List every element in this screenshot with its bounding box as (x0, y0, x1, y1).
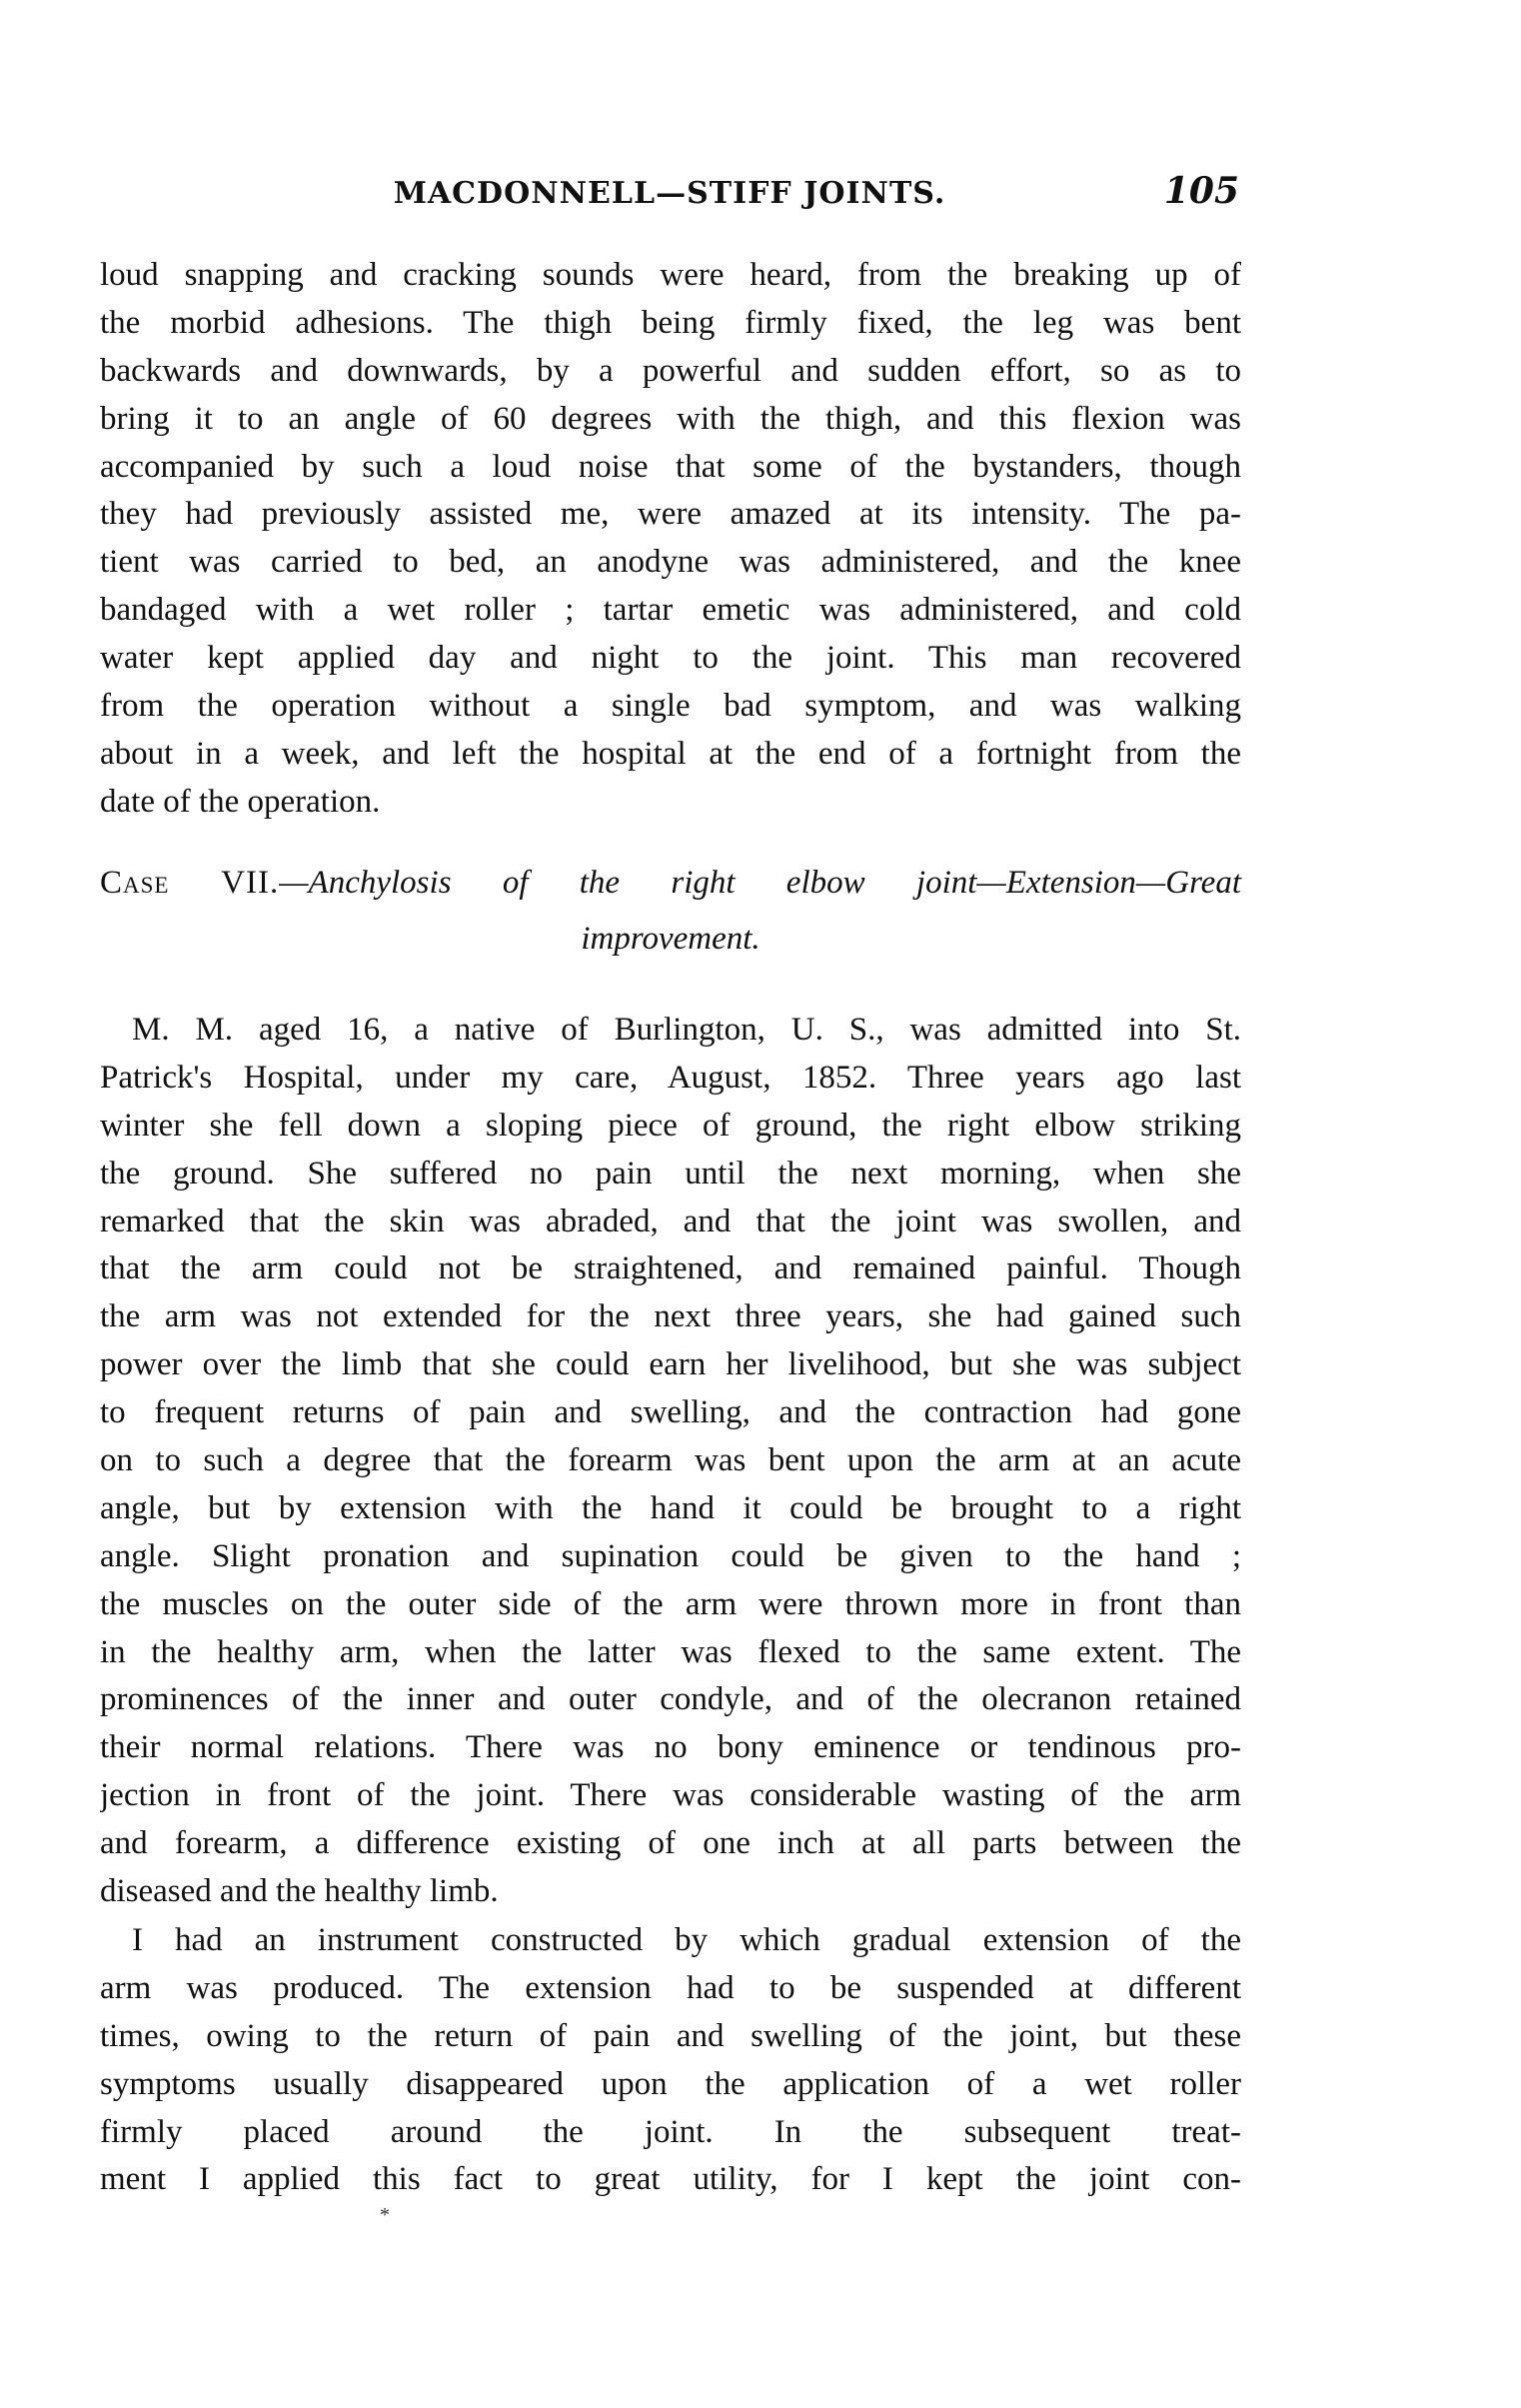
text-line: angle. Slight pronation and supination could be given to the hand ; (100, 1537, 1241, 1574)
text-line: loud snapping and cracking sounds were heard, from the breaking up of (100, 257, 1241, 293)
paragraph-continuation (100, 252, 1241, 827)
text-line: water kept applied day and night to the joint. This man recovered (100, 640, 1241, 677)
text-line: their normal relations. There was no bony eminence or tendinous pro- (100, 1729, 1241, 1766)
case-heading-line (100, 858, 1241, 908)
text-line: from the operation without a single bad symptom, and was walking (100, 688, 1241, 725)
text-line: on to such a degree that the forearm was bent upon the arm at an acute (100, 1442, 1241, 1479)
signature-mark: * (380, 2204, 390, 2226)
text-line: angle, but by extension with the hand it could be brought to a right (100, 1489, 1241, 1526)
text-line: that the arm could not be straightened, and remained painful. Though (100, 1250, 1241, 1287)
text-line: bandaged with a wet roller ; tartar emetic was administered, and cold (100, 592, 1241, 629)
case-title-continuation: improvement. (581, 921, 760, 957)
text-line: the arm was not extended for the next three years, she had gained such (100, 1298, 1241, 1335)
text-line: date of the operation. (100, 783, 381, 820)
text-line: I had an instrument constructed by which gradual extension of the (132, 1922, 1241, 1958)
case-heading (100, 858, 1241, 964)
text-line: to frequent returns of pain and swelling, and the contraction had gone (100, 1394, 1241, 1431)
case-title: —Anchylosis of the right elbow joint—Extension—Great (279, 865, 1242, 901)
text-line: winter she fell down a sloping piece of ground, the right elbow striking (100, 1107, 1241, 1144)
text-line: the ground. She suffered no pain until the next morning, when she (100, 1155, 1241, 1192)
text-line: accompanied by such a loud noise that some of the bystanders, though (100, 448, 1241, 485)
text-line: tient was carried to bed, an anodyne was administered, and the knee (100, 544, 1241, 581)
text-line: bring it to an angle of 60 degrees with the thigh, and this flexion was (100, 400, 1241, 437)
page-number: 105 (1163, 170, 1239, 212)
paragraph-case-history (100, 1007, 1241, 1916)
text-line: Patrick's Hospital, under my care, August, 1852. Three years ago last (100, 1059, 1241, 1096)
text-line: symptoms usually disappeared upon the application of a wet roller (100, 2065, 1241, 2102)
text-line: backwards and downwards, by a powerful and sudden effort, so as to (100, 352, 1241, 389)
running-title: MACDONNELL—STIFF JOINTS. (393, 176, 946, 211)
text-line: and forearm, a difference existing of one inch at all parts between the (100, 1825, 1241, 1862)
text-line: in the healthy arm, when the latter was flexed to the same extent. The (100, 1633, 1241, 1670)
text-line: jection in front of the joint. There was considerable wasting of the arm (100, 1777, 1241, 1814)
text-line: the muscles on the outer side of the arm were thrown more in front than (100, 1585, 1241, 1622)
text-line: times, owing to the return of pain and swelling of the joint, but these (100, 2017, 1241, 2054)
text-line: diseased and the healthy limb. (100, 1873, 499, 1910)
text-line: ment I applied this fact to great utility, for I kept the joint con- (100, 2161, 1241, 2198)
text-line: prominences of the inner and outer condyle, and of the olecranon retained (100, 1681, 1241, 1718)
text-line: power over the limb that she could earn her livelihood, but she was subject (100, 1346, 1241, 1383)
text-line: firmly placed around the joint. In the subsequent treat- (100, 2113, 1241, 2150)
running-header (100, 170, 1239, 222)
text-line: arm was produced. The extension had to be suspended at different (100, 1969, 1241, 2006)
text-line: M. M. aged 16, a native of Burlington, U. S., was admitted into St. (132, 1012, 1241, 1048)
case-label: Case VII. (100, 865, 280, 901)
paragraph-treatment (100, 1917, 1241, 2204)
text-line: about in a week, and left the hospital at the end of a fortnight from the (100, 735, 1241, 772)
text-line: they had previously assisted me, were amazed at its intensity. The pa- (100, 496, 1241, 533)
text-line: remarked that the skin was abraded, and that the joint was swollen, and (100, 1203, 1241, 1239)
text-line: the morbid adhesions. The thigh being firmly fixed, the leg was bent (100, 304, 1241, 341)
